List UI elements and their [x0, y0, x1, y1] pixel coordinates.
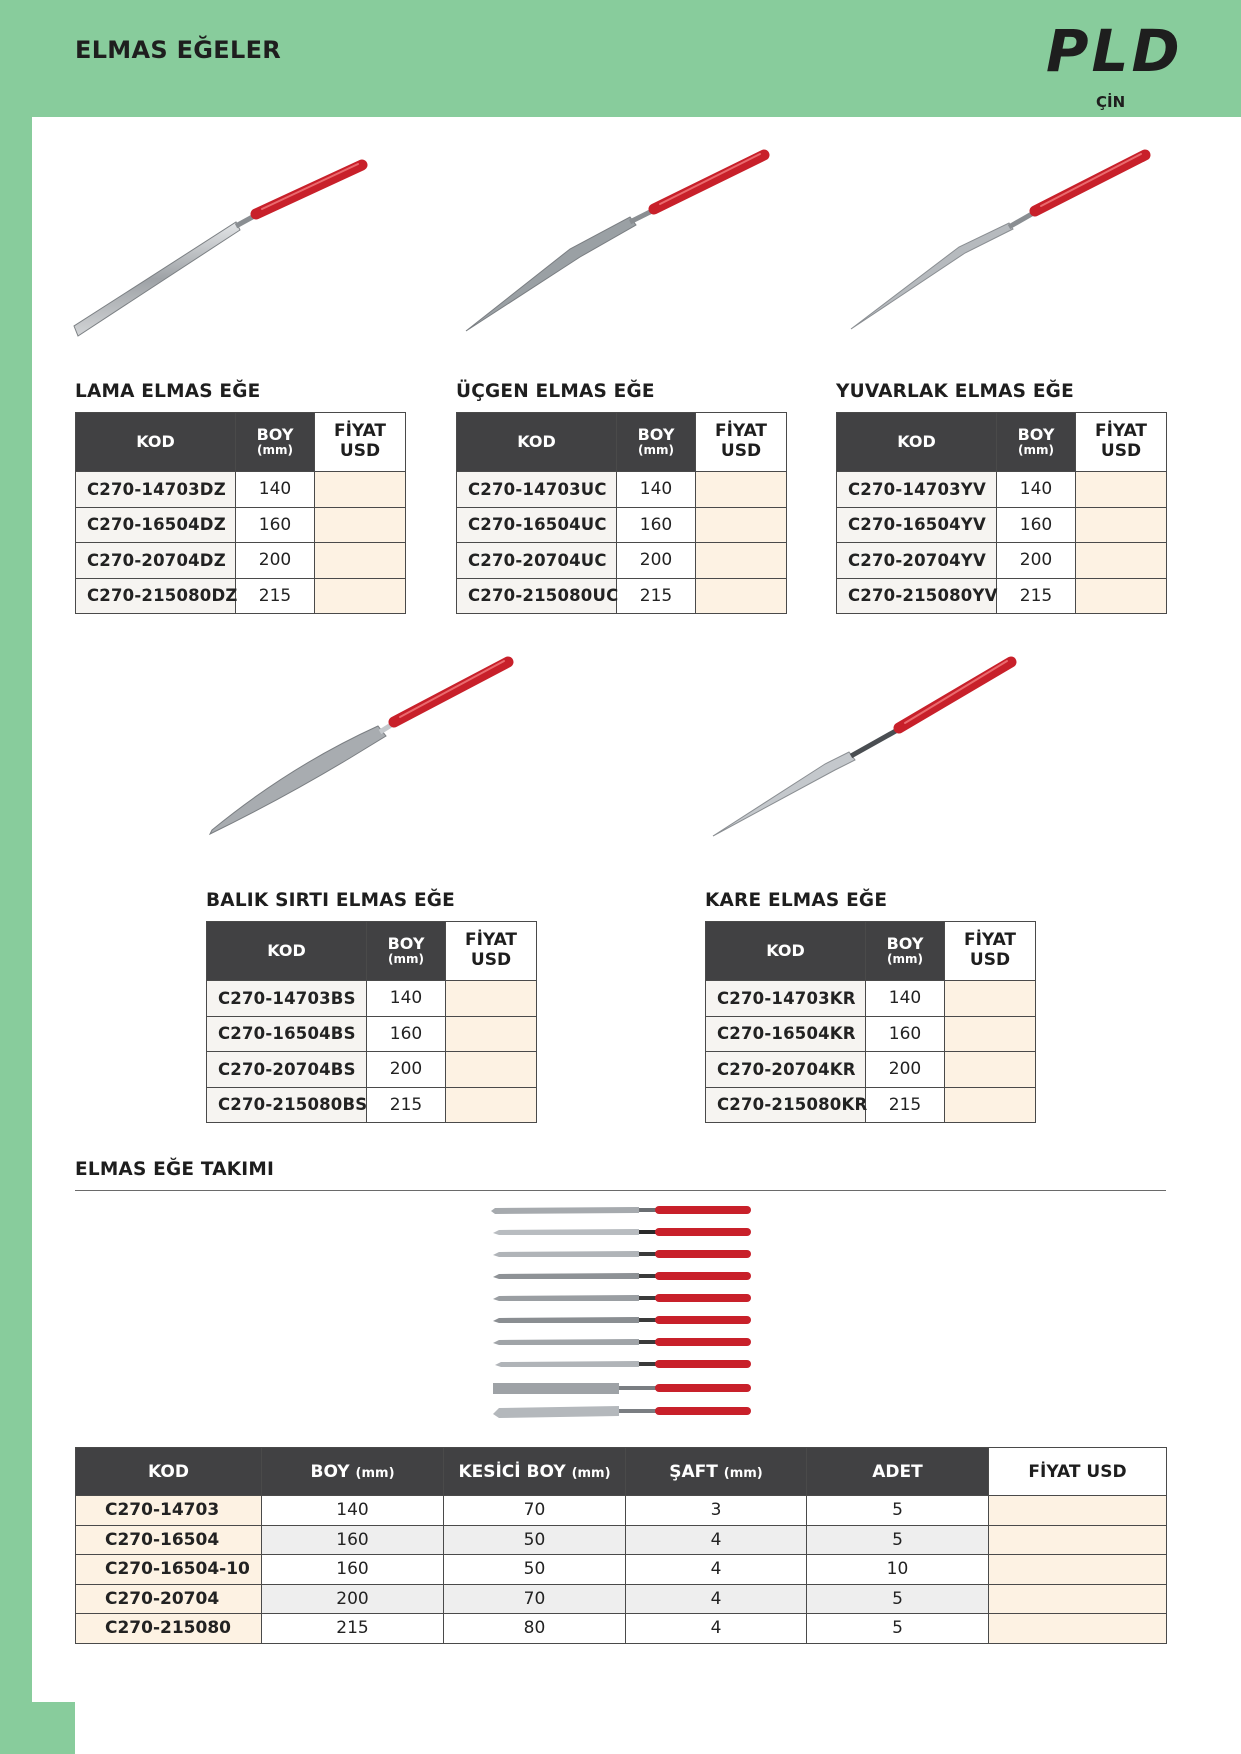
length-cell: 140 [997, 472, 1076, 508]
set-code: C270-215080 [76, 1614, 262, 1644]
length-cell: 200 [997, 543, 1076, 579]
product-code: C270-215080DZ [76, 578, 236, 614]
length-cell: 215 [866, 1087, 945, 1123]
price-cell [446, 1016, 537, 1052]
file-set-row-6 [493, 1317, 747, 1323]
length-cell: 160 [617, 507, 696, 543]
set-header-boy: BOY (mm) [262, 1448, 444, 1496]
round-file-image [845, 145, 1165, 335]
product-title: ÜÇGEN ELMAS EĞE [456, 381, 655, 402]
set-kesici-boy: 50 [444, 1555, 626, 1585]
product-code: C270-20704DZ [76, 543, 236, 579]
table-row [457, 543, 787, 579]
price-cell [446, 1087, 537, 1123]
length-cell: 160 [236, 507, 315, 543]
header-fiyat: FİYAT USD [696, 413, 787, 472]
header-fiyat: FİYAT USD [315, 413, 406, 472]
set-kesici-boy: 70 [444, 1496, 626, 1526]
price-cell [1076, 578, 1167, 614]
product-code: C270-14703UC [457, 472, 617, 508]
set-adet: 5 [807, 1496, 989, 1526]
table-row [706, 1016, 1036, 1052]
length-cell: 200 [367, 1052, 446, 1088]
set-saft: 4 [626, 1525, 807, 1555]
length-cell: 160 [866, 1016, 945, 1052]
product-table [836, 412, 1167, 614]
price-cell [945, 1087, 1036, 1123]
price-cell [989, 1555, 1167, 1585]
product-title: LAMA ELMAS EĞE [75, 381, 261, 402]
product-code: C270-20704YV [837, 543, 997, 579]
file-set-row-2 [493, 1229, 747, 1235]
table-row [457, 472, 787, 508]
length-cell: 140 [236, 472, 315, 508]
set-title: ELMAS EĞE TAKIMI [75, 1159, 275, 1180]
square-file-image [705, 650, 1025, 840]
product-code: C270-215080KR [706, 1087, 866, 1123]
table-row [207, 1016, 537, 1052]
product-code: C270-16504DZ [76, 507, 236, 543]
price-cell [446, 1052, 537, 1088]
half-round-file-image [200, 650, 525, 840]
header-kod: KOD [837, 413, 997, 472]
table-row [76, 507, 406, 543]
product-code: C270-20704KR [706, 1052, 866, 1088]
file-set-row-5 [493, 1295, 747, 1301]
set-kesici-boy: 70 [444, 1584, 626, 1614]
set-boy: 215 [262, 1614, 444, 1644]
side-band [0, 0, 32, 1754]
set-boy: 160 [262, 1555, 444, 1585]
table-row [837, 472, 1167, 508]
file-set-image [487, 1200, 755, 1432]
header-boy: BOY (mm) [997, 413, 1076, 472]
set-header-fiyat: FİYAT USD [989, 1448, 1167, 1496]
price-cell [315, 472, 406, 508]
product-table [206, 921, 537, 1123]
product-code: C270-215080YV [837, 578, 997, 614]
header-kod: KOD [76, 413, 236, 472]
table-row [457, 578, 787, 614]
table-row [207, 1087, 537, 1123]
file-set-row-9 [493, 1383, 747, 1394]
price-cell [696, 507, 787, 543]
product-code: C270-14703DZ [76, 472, 236, 508]
corner-tab [32, 1702, 75, 1754]
table-row [76, 1496, 1167, 1526]
file-set-row-7 [493, 1339, 747, 1345]
set-adet: 5 [807, 1525, 989, 1555]
table-row [837, 543, 1167, 579]
product-code: C270-14703KR [706, 981, 866, 1017]
price-cell [1076, 472, 1167, 508]
file-set-row-8 [495, 1361, 747, 1367]
price-cell [696, 472, 787, 508]
header-fiyat: FİYAT USD [945, 922, 1036, 981]
product-title: KARE ELMAS EĞE [705, 890, 888, 911]
length-cell: 160 [997, 507, 1076, 543]
length-cell: 215 [236, 578, 315, 614]
product-table [705, 921, 1036, 1123]
file-set-row-10 [493, 1406, 747, 1418]
set-code: C270-16504-10 [76, 1555, 262, 1585]
set-kesici-boy: 50 [444, 1525, 626, 1555]
length-cell: 215 [997, 578, 1076, 614]
brand-logo: PLD [1046, 17, 1183, 85]
table-row [706, 1052, 1036, 1088]
header-boy: BOY (mm) [617, 413, 696, 472]
length-cell: 200 [866, 1052, 945, 1088]
file-set-row-3 [493, 1251, 747, 1257]
product-code: C270-14703BS [207, 981, 367, 1017]
set-boy: 160 [262, 1525, 444, 1555]
table-row [837, 578, 1167, 614]
product-code: C270-20704UC [457, 543, 617, 579]
length-cell: 140 [866, 981, 945, 1017]
product-code: C270-215080UC [457, 578, 617, 614]
header-boy: BOY (mm) [236, 413, 315, 472]
table-row [76, 1555, 1167, 1585]
header-boy: BOY (mm) [367, 922, 446, 981]
header-kod: KOD [207, 922, 367, 981]
set-code: C270-16504 [76, 1525, 262, 1555]
set-header-saft: ŞAFT (mm) [626, 1448, 807, 1496]
set-adet: 5 [807, 1614, 989, 1644]
price-cell [1076, 543, 1167, 579]
header-kod: KOD [457, 413, 617, 472]
set-header-adet: ADET [807, 1448, 989, 1496]
table-row [76, 543, 406, 579]
price-cell [989, 1525, 1167, 1555]
table-row [457, 507, 787, 543]
table-row [76, 578, 406, 614]
length-cell: 215 [617, 578, 696, 614]
product-code: C270-215080BS [207, 1087, 367, 1123]
set-boy: 140 [262, 1496, 444, 1526]
set-saft: 4 [626, 1614, 807, 1644]
price-cell [696, 543, 787, 579]
table-row [76, 472, 406, 508]
table-row [76, 1525, 1167, 1555]
set-kesici-boy: 80 [444, 1614, 626, 1644]
page-title: ELMAS EĞELER [75, 36, 282, 64]
product-code: C270-16504UC [457, 507, 617, 543]
price-cell [446, 981, 537, 1017]
triangle-file-image [460, 145, 780, 335]
table-row [837, 507, 1167, 543]
product-title: BALIK SIRTI ELMAS EĞE [206, 890, 456, 911]
header-boy: BOY (mm) [866, 922, 945, 981]
product-table [75, 412, 406, 614]
price-cell [989, 1614, 1167, 1644]
length-cell: 200 [617, 543, 696, 579]
product-code: C270-16504KR [706, 1016, 866, 1052]
set-table [75, 1447, 1167, 1644]
table-row [76, 1614, 1167, 1644]
price-cell [696, 578, 787, 614]
table-row [207, 1052, 537, 1088]
set-saft: 4 [626, 1555, 807, 1585]
set-header-kesici-boy: KESİCİ BOY (mm) [444, 1448, 626, 1496]
set-code: C270-20704 [76, 1584, 262, 1614]
file-set-row-1 [491, 1207, 747, 1214]
price-cell [315, 578, 406, 614]
price-cell [315, 507, 406, 543]
price-cell [1076, 507, 1167, 543]
header-kod: KOD [706, 922, 866, 981]
flat-file-image [70, 150, 380, 340]
price-cell [989, 1584, 1167, 1614]
set-saft: 3 [626, 1496, 807, 1526]
file-set-row-4 [493, 1273, 747, 1279]
set-header-kod: KOD [76, 1448, 262, 1496]
brand-origin: ÇİN [1096, 93, 1126, 111]
product-table [456, 412, 787, 614]
product-code: C270-20704BS [207, 1052, 367, 1088]
price-cell [945, 1016, 1036, 1052]
header-fiyat: FİYAT USD [446, 922, 537, 981]
price-cell [945, 1052, 1036, 1088]
product-title: YUVARLAK ELMAS EĞE [836, 381, 1074, 402]
set-boy: 200 [262, 1584, 444, 1614]
price-cell [989, 1496, 1167, 1526]
set-adet: 5 [807, 1584, 989, 1614]
length-cell: 140 [617, 472, 696, 508]
price-cell [945, 981, 1036, 1017]
price-cell [315, 543, 406, 579]
table-row [706, 1087, 1036, 1123]
length-cell: 160 [367, 1016, 446, 1052]
length-cell: 200 [236, 543, 315, 579]
product-code: C270-16504YV [837, 507, 997, 543]
header-fiyat: FİYAT USD [1076, 413, 1167, 472]
product-code: C270-14703YV [837, 472, 997, 508]
table-row [706, 981, 1036, 1017]
table-row [76, 1584, 1167, 1614]
length-cell: 215 [367, 1087, 446, 1123]
product-code: C270-16504BS [207, 1016, 367, 1052]
set-adet: 10 [807, 1555, 989, 1585]
set-saft: 4 [626, 1584, 807, 1614]
set-code: C270-14703 [76, 1496, 262, 1526]
section-divider [75, 1190, 1166, 1191]
table-row [207, 981, 537, 1017]
length-cell: 140 [367, 981, 446, 1017]
